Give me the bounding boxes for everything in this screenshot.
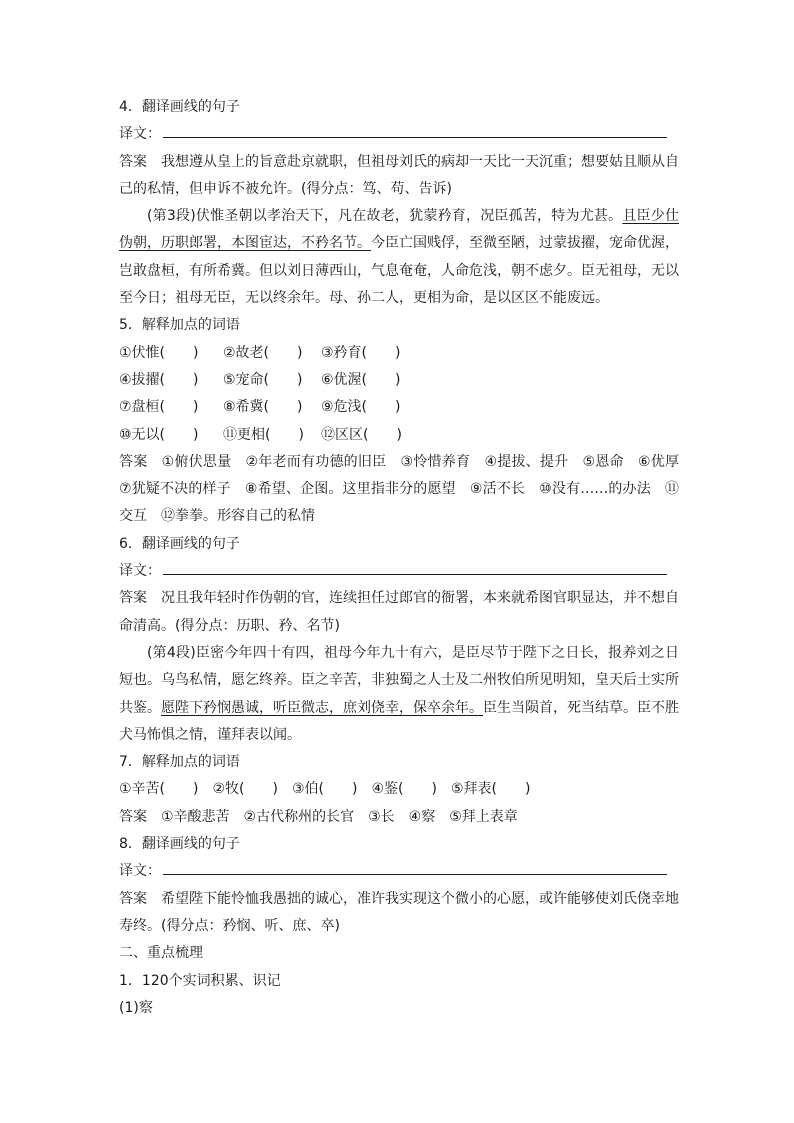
q5-title: 5．解释加点的词语 xyxy=(119,317,240,334)
q8-answer-blank[interactable] xyxy=(163,860,667,875)
q4-translation-row xyxy=(119,121,679,148)
q7-item: ④鉴( ) xyxy=(371,781,437,798)
q6-answer-blank[interactable] xyxy=(163,560,667,575)
q7-item: ③伯( ) xyxy=(291,781,358,798)
q5-item: ⑨危浅( ) xyxy=(321,399,401,416)
q5-row xyxy=(119,422,679,449)
q7-item: ①辛苦( ) xyxy=(119,781,199,798)
para4-underlined-sentence: 愿陛下矜悯愚诚，听臣微志，庶刘侥幸，保卒余年。 xyxy=(161,699,483,716)
q5-item: ⑦盘桓( ) xyxy=(119,399,199,416)
q6-title: 6．翻译画线的句子 xyxy=(119,535,240,552)
q5-row xyxy=(119,340,679,367)
passage-paragraph-3 xyxy=(119,203,679,312)
q8-answer: 答案 希望陛下能怜恤我愚拙的诚心，准许我实现这个微小的心愿，或许能够使刘氏侥幸地寿终。(得分点：矜悯、听、庶、卒) xyxy=(119,890,679,934)
q8-translation-row xyxy=(119,858,679,885)
q4-title: 4．翻译画线的句子 xyxy=(119,99,240,115)
q5-item: ⑧希冀( ) xyxy=(223,399,303,416)
q7-item: ⑤拜表( ) xyxy=(450,781,531,798)
q5-row xyxy=(119,394,679,421)
q4-answer: 答案 我想遵从皇上的旨意赴京就职，但祖母刘氏的病却一天比一天沉重；想要姑且顺从自己的私情，但申诉不被允许。(得分点：笃、苟、告诉) xyxy=(119,153,679,197)
q7-title: 7．解释加点的词语 xyxy=(119,754,240,771)
q7-row xyxy=(119,776,679,803)
q5-row xyxy=(119,367,679,394)
q6-translation-label: 译文： xyxy=(119,563,161,580)
q5-item: ⑫区区( ) xyxy=(321,426,402,443)
passage-paragraph-4 xyxy=(119,640,679,749)
section-heading: 二、重点梳理 xyxy=(119,945,203,962)
q4-answer-blank[interactable] xyxy=(163,123,667,138)
q7-answer: 答案 ①辛酸悲苦 ②古代称州的长官 ③长 ④察 ⑤拜上表章 xyxy=(119,808,518,825)
q5-item: ⑪更相( ) xyxy=(223,426,304,443)
q5-item: ⑥优渥( ) xyxy=(321,371,401,388)
q5-item: ②故老( ) xyxy=(223,344,303,361)
document-page xyxy=(119,94,693,1022)
para3-underlined-sentence: 且臣少仕伪朝，历职郎署，本图宦达，不矜名节。 xyxy=(119,208,679,252)
q4-translation-label: 译文： xyxy=(119,126,161,143)
q6-translation-row xyxy=(119,558,679,585)
q8-translation-label: 译文： xyxy=(119,863,161,880)
q5-item: ①伏惟( ) xyxy=(119,344,199,361)
subsection-heading: 1．120个实词积累、识记 xyxy=(119,972,281,989)
q5-item: ⑩无以( ) xyxy=(119,426,199,443)
q5-item: ④拔擢( ) xyxy=(119,371,199,388)
q5-item: ③矜育( ) xyxy=(321,344,401,361)
q7-item: ②牧( ) xyxy=(212,781,278,798)
para4-lead: (第4段)臣密今年四十有四，祖母今年九十有六，是臣尽节于陛下之日长，报养刘之日短也。乌鸟私情，愿乞终养。臣之辛苦，非独蜀之人士及二州牧伯所见明知，皇天后土实所共鉴。 xyxy=(119,644,679,716)
para3-rest: 今臣亡国贱俘，至微至陋，过蒙拔擢，宠命优渥，岂敢盘桓，有所希冀。但以刘日薄西山，气息奄奄，人命危浅，朝不虑夕。臣无祖母，无以至今日；祖母无臣，无以终余年。母、孙二人，更相为命，是以区区不能废远。 xyxy=(119,235,679,307)
q5-answer: 答案 ①俯伏思量 ②年老而有功德的旧臣 ③怜惜养育 ④提拔、提升 ⑤恩命 ⑥优厚 ⑦犹疑不决的样子 ⑧希望、企图。这里指非分的愿望 ⑨活不长 ⑩没有……的办法 ⑪交互 ⑫拳拳。形容自己的私情 xyxy=(119,453,693,525)
para3-lead: (第3段)伏惟圣朝以孝治天下，凡在故老，犹蒙矜育，况臣孤苦，特为尤甚。 xyxy=(147,208,623,225)
para4-rest: 臣生当陨首，死当结草。臣不胜犬马怖惧之情，谨拜表以闻。 xyxy=(119,699,679,743)
q8-title: 8．翻译画线的句子 xyxy=(119,836,240,853)
q6-answer: 答案 况且我年轻时作伪朝的官，连续担任过郎官的衙署，本来就希图官职显达，并不想自命清高。(得分点：历职、矜、名节) xyxy=(119,590,679,634)
q5-item: ⑤宠命( ) xyxy=(223,371,303,388)
vocab-item: (1)察 xyxy=(119,999,153,1016)
